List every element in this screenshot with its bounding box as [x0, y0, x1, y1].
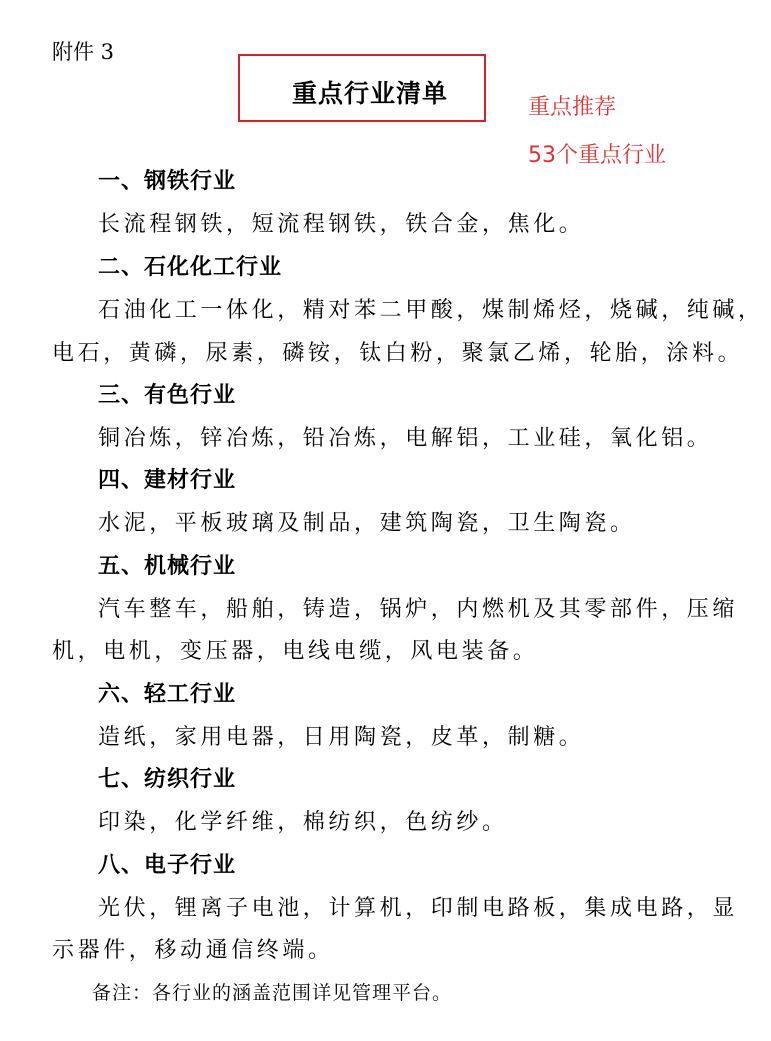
section-text-petrochemical-line2: 电石，黄磷，尿素，磷铵，钛白粉，聚氯乙烯，轮胎，涂料。 — [52, 341, 744, 366]
section-text-electronics-line1: 光伏，锂离子电池，计算机，印制电路板，集成电路，显 — [98, 896, 739, 921]
section-text-machinery-line1: 汽车整车，船舶，铸造，锅炉，内燃机及其零部件，压缩 — [98, 597, 739, 622]
section-text-machinery-line2: 机，电机，变压器，电线电缆，风电装备。 — [52, 639, 539, 664]
section-text-steel: 长流程钢铁，短流程钢铁，铁合金，焦化。 — [98, 212, 585, 237]
attachment-label: 附件 3 — [52, 40, 115, 64]
section-heading-petrochemical: 二、石化化工行业 — [98, 255, 283, 280]
section-text-nonferrous: 铜冶炼，锌冶炼，铅冶炼，电解铝，工业硅，氧化铝。 — [98, 426, 713, 451]
section-heading-electronics: 八、电子行业 — [98, 853, 237, 878]
section-heading-steel: 一、钢铁行业 — [98, 169, 237, 194]
section-text-electronics-line2: 示器件，移动通信终端。 — [52, 938, 334, 963]
annotation-line-2: 53个重点行业 — [528, 143, 666, 168]
section-heading-nonferrous: 三、有色行业 — [98, 383, 237, 408]
section-heading-building-materials: 四、建材行业 — [98, 468, 237, 493]
section-heading-machinery: 五、机械行业 — [98, 554, 237, 579]
section-text-petrochemical-line1: 石油化工一体化，精对苯二甲酸，煤制烯烃，烧碱，纯碱， — [98, 298, 764, 323]
section-text-textile: 印染，化学纤维，棉纺织，色纺纱。 — [98, 810, 508, 835]
page-title: 重点行业清单 — [292, 79, 449, 108]
footnote: 备注：各行业的涵盖范围详见管理平台。 — [92, 982, 453, 1004]
section-heading-light-industry: 六、轻工行业 — [98, 682, 237, 707]
section-text-light-industry: 造纸，家用电器，日用陶瓷，皮革，制糖。 — [98, 725, 585, 750]
annotation-line-1: 重点推荐 — [528, 95, 617, 120]
section-heading-textile: 七、纺织行业 — [98, 767, 237, 792]
section-text-building-materials: 水泥，平板玻璃及制品，建筑陶瓷，卫生陶瓷。 — [98, 511, 636, 536]
